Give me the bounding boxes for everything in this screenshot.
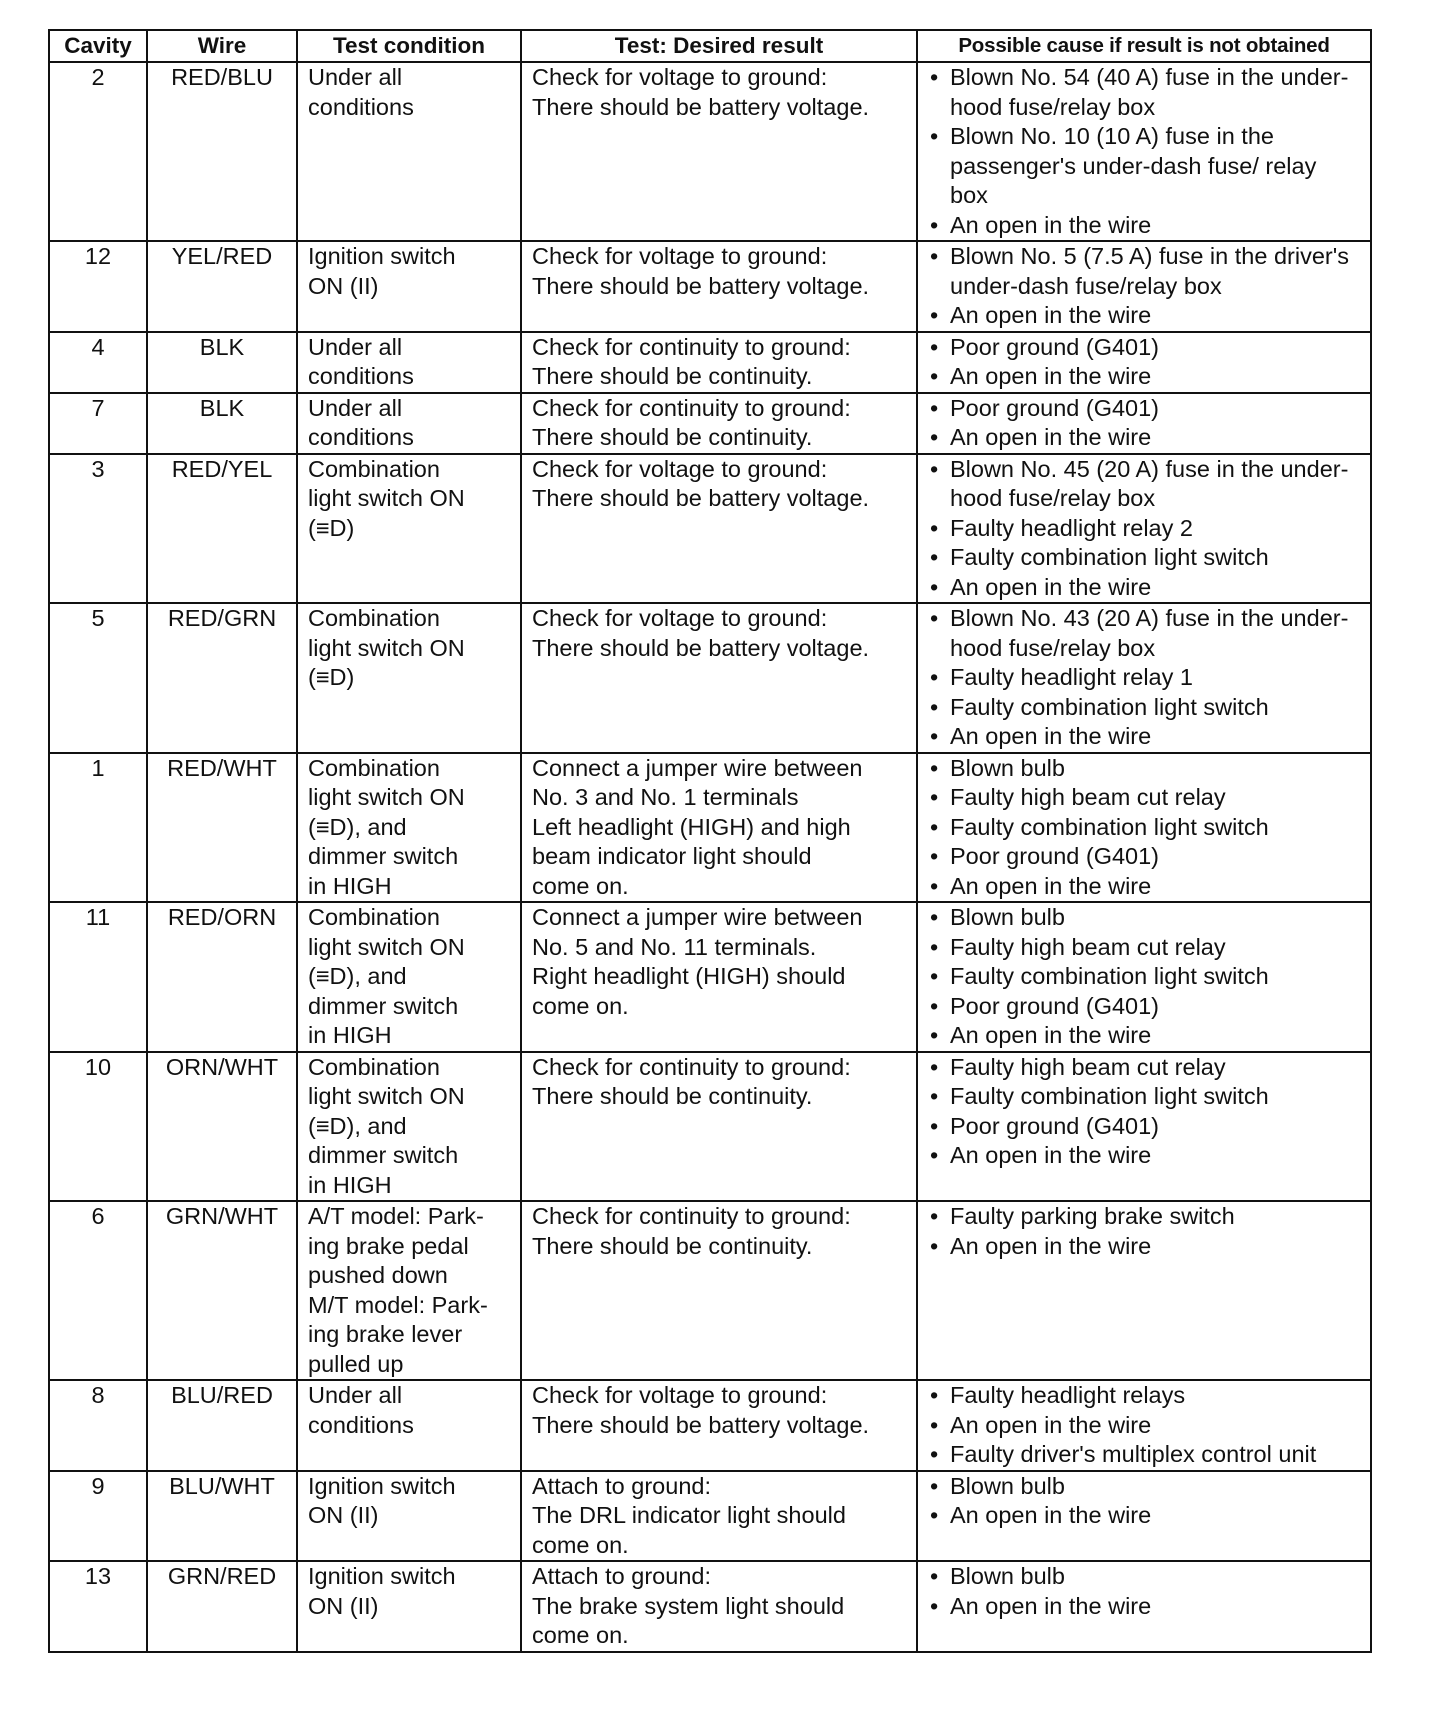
possible-cause-item: • An open in the wire: [928, 1501, 1360, 1531]
desired-result-cell: [521, 332, 917, 393]
wire-cell: YEL/RED: [147, 241, 297, 332]
test-condition-line: conditions: [308, 363, 414, 389]
desired-result-cell: [521, 1052, 917, 1202]
possible-cause-cell: [917, 1380, 1371, 1471]
desired-result-line: come on.: [532, 872, 629, 899]
test-condition-line: (≡D), and: [308, 1112, 407, 1139]
possible-cause-item: • Faulty headlight relays: [928, 1381, 1360, 1411]
possible-cause-item: • Poor ground (G401): [928, 394, 1360, 424]
possible-cause-cell: [917, 603, 1371, 753]
desired-result-cell: [521, 1380, 917, 1471]
test-condition-line: Combination: [308, 754, 440, 781]
cavity-cell: 5: [49, 603, 147, 753]
test-condition-line: light switch ON: [308, 485, 465, 511]
possible-cause-list: [928, 1562, 1360, 1621]
test-condition-line: Ignition switch: [308, 1472, 456, 1499]
possible-cause-cell: [917, 62, 1371, 241]
wire-cell: ORN/WHT: [147, 1052, 297, 1202]
test-condition-line: Ignition switch: [308, 243, 456, 269]
possible-cause-item: • An open in the wire: [928, 1592, 1360, 1622]
wire-cell: RED/YEL: [147, 454, 297, 604]
desired-result-line: Check for voltage to ground:: [532, 605, 828, 631]
test-condition-line: Combination: [308, 455, 440, 482]
possible-cause-list: [928, 903, 1360, 1051]
table-row: [49, 1471, 1371, 1562]
possible-cause-cell: [917, 1561, 1371, 1652]
desired-result-line: come on.: [532, 1622, 629, 1648]
desired-result-cell: [521, 1471, 917, 1562]
test-condition-line: pulled up: [308, 1350, 404, 1377]
possible-cause-cell: [917, 332, 1371, 393]
cavity-cell: 10: [49, 1052, 147, 1202]
table-row: [49, 62, 1371, 241]
test-condition-line: in HIGH: [308, 1022, 392, 1048]
table-row: [49, 1201, 1371, 1380]
test-condition-line: Under all: [308, 333, 403, 360]
wire-cell: RED/GRN: [147, 603, 297, 753]
possible-cause-item: • An open in the wire: [928, 301, 1360, 331]
wire-cell: RED/ORN: [147, 902, 297, 1052]
possible-cause-item: • Faulty combination light switch: [928, 962, 1360, 992]
possible-cause-item: • Blown bulb: [928, 754, 1360, 784]
test-condition-line: conditions: [308, 1411, 414, 1438]
possible-cause-cell: [917, 1052, 1371, 1202]
desired-result-line: The brake system light should: [532, 1592, 845, 1619]
test-condition-cell: [297, 1201, 521, 1380]
possible-cause-item: • Faulty combination light switch: [928, 1082, 1360, 1112]
test-condition-cell: [297, 332, 521, 393]
test-condition-line: M/T model: Park-: [308, 1291, 488, 1318]
desired-result-line: There should be continuity.: [532, 424, 813, 450]
wire-cell: RED/WHT: [147, 753, 297, 903]
connector-test-table: [48, 29, 1372, 1653]
header-test-desired-result: Test: Desired result: [521, 30, 917, 62]
header-row: [49, 30, 1371, 62]
desired-result-cell: [521, 1561, 917, 1652]
wire-cell: BLU/RED: [147, 1380, 297, 1471]
possible-cause-item: • An open in the wire: [928, 211, 1360, 241]
cavity-cell: 7: [49, 393, 147, 454]
test-condition-cell: [297, 1561, 521, 1652]
possible-cause-item: • An open in the wire: [928, 872, 1360, 902]
possible-cause-item: • An open in the wire: [928, 1021, 1360, 1051]
desired-result-cell: [521, 902, 917, 1052]
possible-cause-item: • An open in the wire: [928, 1141, 1360, 1171]
table-row: [49, 753, 1371, 903]
desired-result-line: Check for continuity to ground:: [532, 394, 851, 421]
desired-result-line: Check for voltage to ground:: [532, 1382, 828, 1408]
possible-cause-item: • Faulty headlight relay 1: [928, 663, 1360, 693]
test-condition-line: light switch ON: [308, 784, 465, 810]
test-condition-cell: [297, 902, 521, 1052]
header-wire: Wire: [147, 30, 297, 62]
possible-cause-item: • Faulty driver's multiplex control unit: [928, 1440, 1360, 1470]
table-row: [49, 454, 1371, 604]
test-condition-line: ON (II): [308, 1592, 379, 1619]
desired-result-line: There should be continuity.: [532, 1232, 813, 1259]
possible-cause-item: • Poor ground (G401): [928, 333, 1360, 363]
possible-cause-item: • Blown No. 5 (7.5 A) fuse in the driver's under-dash fuse/relay box: [928, 242, 1360, 301]
possible-cause-list: [928, 1053, 1360, 1171]
possible-cause-list: [928, 1472, 1360, 1531]
test-condition-line: A/T model: Park-: [308, 1203, 484, 1229]
cavity-cell: 11: [49, 902, 147, 1052]
possible-cause-item: • Faulty combination light switch: [928, 543, 1360, 573]
possible-cause-item: • An open in the wire: [928, 1232, 1360, 1262]
test-condition-line: Under all: [308, 1382, 403, 1408]
desired-result-line: There should be battery voltage.: [532, 634, 870, 661]
test-condition-cell: [297, 241, 521, 332]
possible-cause-item: • Faulty combination light switch: [928, 813, 1360, 843]
test-condition-cell: [297, 62, 521, 241]
test-condition-line: ing brake pedal: [308, 1232, 469, 1259]
test-condition-line: ing brake lever: [308, 1321, 463, 1347]
test-condition-cell: [297, 603, 521, 753]
test-condition-line: in HIGH: [308, 872, 392, 899]
desired-result-line: The DRL indicator light should: [532, 1502, 846, 1528]
possible-cause-item: • An open in the wire: [928, 362, 1360, 392]
test-condition-line: in HIGH: [308, 1171, 392, 1198]
desired-result-cell: [521, 241, 917, 332]
cavity-cell: 13: [49, 1561, 147, 1652]
desired-result-line: There should be continuity.: [532, 1083, 813, 1109]
possible-cause-cell: [917, 1201, 1371, 1380]
possible-cause-list: [928, 63, 1360, 240]
desired-result-line: Left headlight (HIGH) and high: [532, 813, 851, 840]
test-condition-line: (≡D), and: [308, 813, 407, 840]
desired-result-line: Check for voltage to ground:: [532, 64, 828, 90]
desired-result-line: No. 5 and No. 11 terminals.: [532, 933, 817, 960]
test-condition-line: Combination: [308, 1053, 440, 1080]
wire-cell: GRN/WHT: [147, 1201, 297, 1380]
connector-test-sheet: [48, 29, 1370, 1653]
desired-result-line: There should be battery voltage.: [532, 93, 870, 120]
desired-result-line: beam indicator light should: [532, 843, 812, 869]
wire-cell: BLK: [147, 393, 297, 454]
test-condition-line: light switch ON: [308, 1083, 465, 1109]
test-condition-line: (≡D): [308, 514, 355, 541]
desired-result-line: There should be battery voltage.: [532, 272, 870, 299]
header-possible-cause: Possible cause if result is not obtained: [917, 30, 1371, 62]
possible-cause-list: [928, 1202, 1360, 1261]
desired-result-line: Connect a jumper wire between: [532, 904, 863, 930]
table-row: [49, 332, 1371, 393]
possible-cause-list: [928, 394, 1360, 453]
test-condition-line: Under all: [308, 394, 403, 421]
possible-cause-item: • Poor ground (G401): [928, 1112, 1360, 1142]
test-condition-line: Combination: [308, 904, 440, 930]
desired-result-line: Check for voltage to ground:: [532, 243, 828, 269]
possible-cause-cell: [917, 1471, 1371, 1562]
test-condition-line: pushed down: [308, 1262, 448, 1288]
desired-result-line: Check for voltage to ground:: [532, 455, 828, 482]
test-condition-cell: [297, 753, 521, 903]
cavity-cell: 8: [49, 1380, 147, 1471]
possible-cause-item: • Blown No. 10 (10 A) fuse in the passenger's under-dash fuse/ relay box: [928, 122, 1360, 211]
table-row: [49, 603, 1371, 753]
possible-cause-list: [928, 242, 1360, 331]
possible-cause-item: • An open in the wire: [928, 423, 1360, 453]
desired-result-line: Attach to ground:: [532, 1472, 711, 1499]
desired-result-cell: [521, 62, 917, 241]
test-condition-line: Combination: [308, 605, 440, 631]
possible-cause-item: • An open in the wire: [928, 573, 1360, 603]
cavity-cell: 9: [49, 1471, 147, 1562]
possible-cause-list: [928, 1381, 1360, 1470]
table-row: [49, 393, 1371, 454]
possible-cause-cell: [917, 753, 1371, 903]
possible-cause-item: • Blown No. 54 (40 A) fuse in the under-hood fuse/relay box: [928, 63, 1360, 122]
table-row: [49, 1380, 1371, 1471]
test-condition-line: dimmer switch: [308, 843, 459, 869]
header-test-condition: Test condition: [297, 30, 521, 62]
test-condition-line: conditions: [308, 93, 414, 120]
possible-cause-item: • An open in the wire: [928, 1411, 1360, 1441]
desired-result-line: Check for continuity to ground:: [532, 333, 851, 360]
test-condition-line: ON (II): [308, 1502, 379, 1528]
possible-cause-item: • Poor ground (G401): [928, 992, 1360, 1022]
possible-cause-list: [928, 754, 1360, 902]
test-condition-line: light switch ON: [308, 933, 465, 960]
possible-cause-item: • Faulty combination light switch: [928, 693, 1360, 723]
wire-cell: RED/BLU: [147, 62, 297, 241]
possible-cause-list: [928, 455, 1360, 603]
cavity-cell: 6: [49, 1201, 147, 1380]
possible-cause-cell: [917, 241, 1371, 332]
possible-cause-cell: [917, 902, 1371, 1052]
test-condition-line: dimmer switch: [308, 992, 459, 1019]
test-condition-line: Ignition switch: [308, 1563, 456, 1589]
cavity-cell: 2: [49, 62, 147, 241]
cavity-cell: 3: [49, 454, 147, 604]
test-condition-cell: [297, 1471, 521, 1562]
table-body: [49, 62, 1371, 1652]
desired-result-cell: [521, 1201, 917, 1380]
possible-cause-item: • Blown bulb: [928, 1472, 1360, 1502]
desired-result-line: No. 3 and No. 1 terminals: [532, 784, 799, 810]
desired-result-line: Connect a jumper wire between: [532, 754, 863, 781]
desired-result-cell: [521, 393, 917, 454]
possible-cause-item: • Faulty high beam cut relay: [928, 783, 1360, 813]
test-condition-line: dimmer switch: [308, 1142, 459, 1168]
possible-cause-item: • Blown bulb: [928, 903, 1360, 933]
desired-result-cell: [521, 454, 917, 604]
wire-cell: BLK: [147, 332, 297, 393]
possible-cause-list: [928, 604, 1360, 752]
possible-cause-item: • Faulty high beam cut relay: [928, 1053, 1360, 1083]
test-condition-line: Under all: [308, 64, 403, 90]
test-condition-cell: [297, 1052, 521, 1202]
header-cavity: Cavity: [49, 30, 147, 62]
test-condition-line: light switch ON: [308, 634, 465, 661]
possible-cause-item: • Faulty parking brake switch: [928, 1202, 1360, 1232]
test-condition-line: conditions: [308, 424, 414, 450]
possible-cause-item: • An open in the wire: [928, 722, 1360, 752]
wire-cell: BLU/WHT: [147, 1471, 297, 1562]
possible-cause-item: • Blown bulb: [928, 1562, 1360, 1592]
table-row: [49, 1561, 1371, 1652]
possible-cause-item: • Blown No. 45 (20 A) fuse in the under-hood fuse/relay box: [928, 455, 1360, 514]
desired-result-cell: [521, 603, 917, 753]
possible-cause-item: • Blown No. 43 (20 A) fuse in the under-hood fuse/relay box: [928, 604, 1360, 663]
possible-cause-cell: [917, 393, 1371, 454]
desired-result-line: Check for continuity to ground:: [532, 1203, 851, 1229]
desired-result-line: There should be battery voltage.: [532, 1411, 870, 1438]
possible-cause-list: [928, 333, 1360, 392]
desired-result-line: come on.: [532, 1531, 629, 1558]
possible-cause-item: • Faulty high beam cut relay: [928, 933, 1360, 963]
test-condition-cell: [297, 393, 521, 454]
table-row: [49, 1052, 1371, 1202]
test-condition-line: (≡D): [308, 664, 355, 690]
cavity-cell: 12: [49, 241, 147, 332]
desired-result-line: There should be continuity.: [532, 363, 813, 389]
test-condition-cell: [297, 454, 521, 604]
desired-result-line: Check for continuity to ground:: [532, 1053, 851, 1080]
desired-result-line: Attach to ground:: [532, 1563, 711, 1589]
table-row: [49, 241, 1371, 332]
test-condition-line: ON (II): [308, 272, 379, 299]
desired-result-cell: [521, 753, 917, 903]
desired-result-line: There should be battery voltage.: [532, 485, 870, 511]
desired-result-line: come on.: [532, 992, 629, 1019]
test-condition-cell: [297, 1380, 521, 1471]
possible-cause-item: • Poor ground (G401): [928, 842, 1360, 872]
test-condition-line: (≡D), and: [308, 963, 407, 989]
table-row: [49, 902, 1371, 1052]
possible-cause-cell: [917, 454, 1371, 604]
desired-result-line: Right headlight (HIGH) should: [532, 963, 846, 989]
cavity-cell: 1: [49, 753, 147, 903]
possible-cause-item: • Faulty headlight relay 2: [928, 514, 1360, 544]
cavity-cell: 4: [49, 332, 147, 393]
wire-cell: GRN/RED: [147, 1561, 297, 1652]
